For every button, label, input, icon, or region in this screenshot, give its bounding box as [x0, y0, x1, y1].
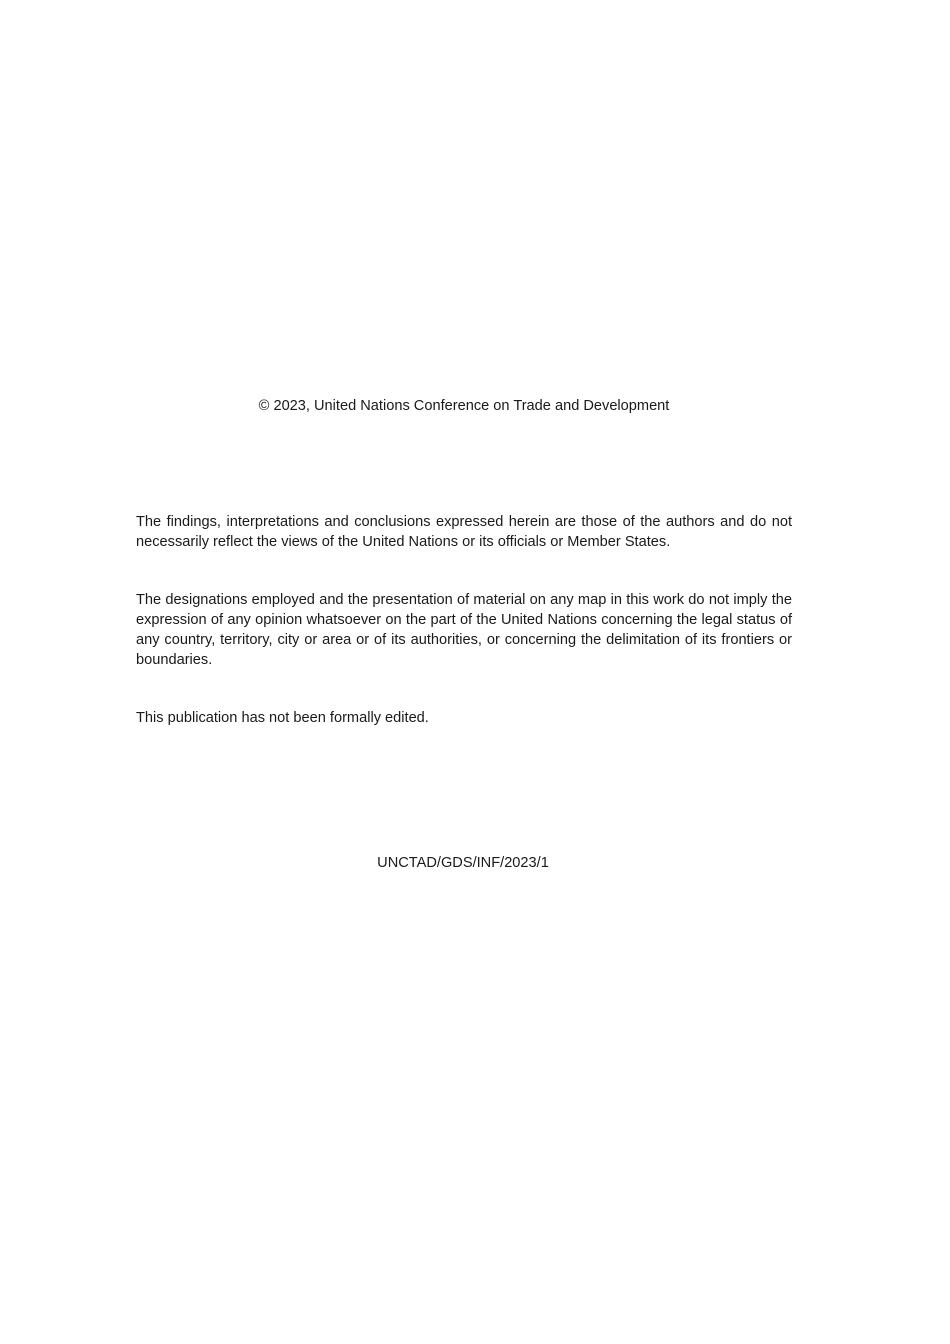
disclaimer-editing: This publication has not been formally edited. — [136, 710, 429, 726]
disclaimer-designations: The designations employed and the presentation of material on any map in this work do not imply the expression of any opinion whatsoever on the part of the United Nations concerning the legal status of any country, territory, city or area or of its authorities, or concerning the delimitation of its frontiers or boundaries. — [136, 592, 792, 668]
document-symbol: UNCTAD/GDS/INF/2023/1 — [377, 855, 549, 871]
disclaimer-views: The findings, interpretations and conclusions expressed herein are those of the authors and do not necessarily reflect the views of the United Nations or its officials or Member States. — [136, 514, 792, 550]
copyright-notice: © 2023, United Nations Conference on Trade and Development — [258, 398, 670, 414]
